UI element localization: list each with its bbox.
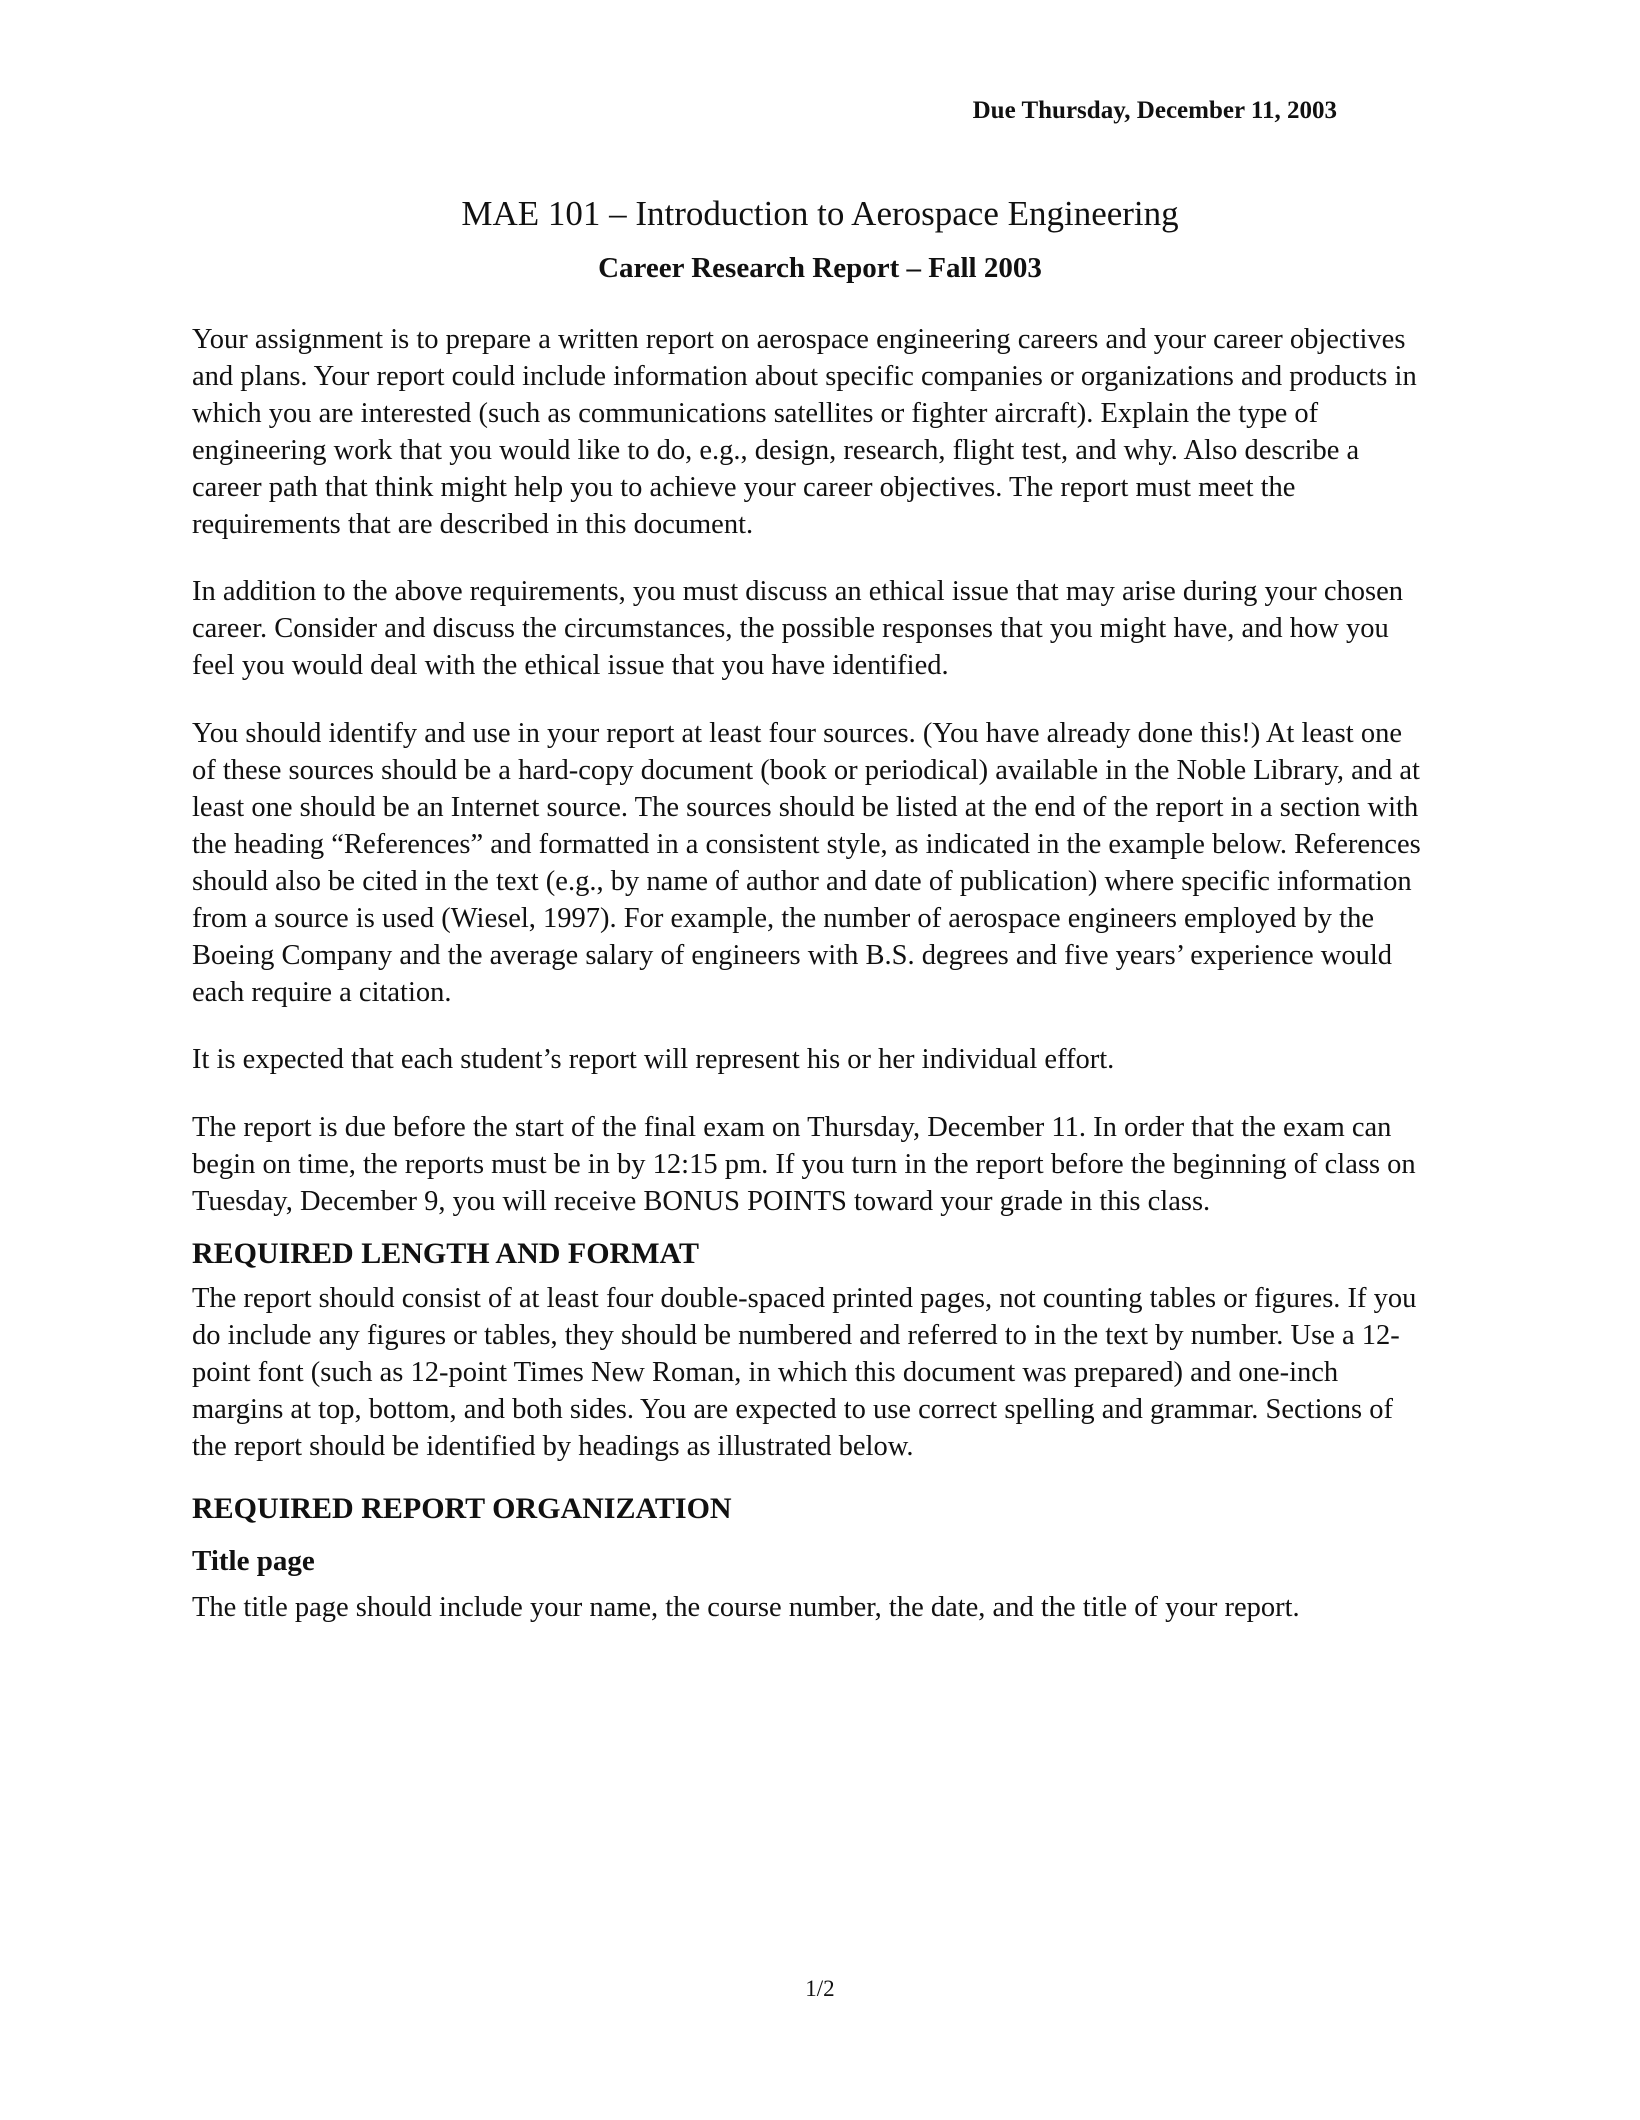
paragraph-length-format: The report should consist of at least four double-spaced printed pages, not counting tables or figures. If you do include any figures or tables, they should be numbered and referred to in the text by number. Use a 12-point font (such as 12-point Times New Roman, in which this document was prepared) and one-inch margins at top, bottom, and both sides. You are expected to use correct spelling and grammar. Sections of the report should be identified by headings as illustrated below. — [192, 1283, 1417, 1462]
document-subtitle: Career Research Report – Fall 2003 — [598, 252, 1042, 284]
document-title: MAE 101 – Introduction to Aerospace Engineering — [461, 194, 1179, 233]
paragraph-assignment: Your assignment is to prepare a written report on aerospace engineering careers and your career objectives and plans. Your report could include information about specific companies or organizations and products in which you are interested (such as communications satellites or fighter aircraft). Explain the type of engineering work that you would like to do, e.g., design, research, flight test, and why. Also describe a career path that think might help you to achieve your career objectives. The report must meet the requirements that are described in this document. — [192, 324, 1417, 540]
paragraph-individual-effort: It is expected that each student’s report will represent his or her individual effort. — [192, 1044, 1115, 1076]
due-date: Due Thursday, December 11, 2003 — [972, 97, 1337, 124]
page-number: 1/2 — [805, 1976, 835, 2001]
document-body — [192, 322, 1432, 1657]
paragraph-title-page: The title page should include your name, the course number, the date, and the title of your report. — [192, 1591, 1300, 1623]
paragraph-due-date: The report is due before the start of the final exam on Thursday, December 11. In order that the exam can begin on time, the reports must be in by 12:15 pm. If you turn in the report before the beginning of class on Tuesday, December 9, you will receive BONUS POINTS toward your grade in this class. — [192, 1112, 1416, 1218]
section-heading-report-organization: REQUIRED REPORT ORGANIZATION — [192, 1491, 732, 1525]
paragraph-ethics: In addition to the above requirements, you must discuss an ethical issue that may arise during your chosen career. Consider and discuss the circumstances, the possible responses that you might have, and how you feel you would deal with the ethical issue that you have identified. — [192, 576, 1403, 682]
section-heading-length-format: REQUIRED LENGTH AND FORMAT — [192, 1237, 699, 1271]
paragraph-sources: You should identify and use in your report at least four sources. (You have already done this!) At least one of these sources should be a hard-copy document (book or periodical) available in the Noble Library, and at least one should be an Internet source. The sources should be listed at the end of the report in a section with the heading “References” and formatted in a consistent style, as indicated in the example below. References should also be cited in the text (e.g., by name of author and date of publication) where specific information from a source is used (Wiesel, 1997). For example, the number of aerospace engineers employed by the Boeing Company and the average salary of engineers with B.S. degrees and five years’ experience would each require a citation. — [192, 718, 1421, 1008]
subheading-title-page: Title page — [192, 1544, 315, 1577]
